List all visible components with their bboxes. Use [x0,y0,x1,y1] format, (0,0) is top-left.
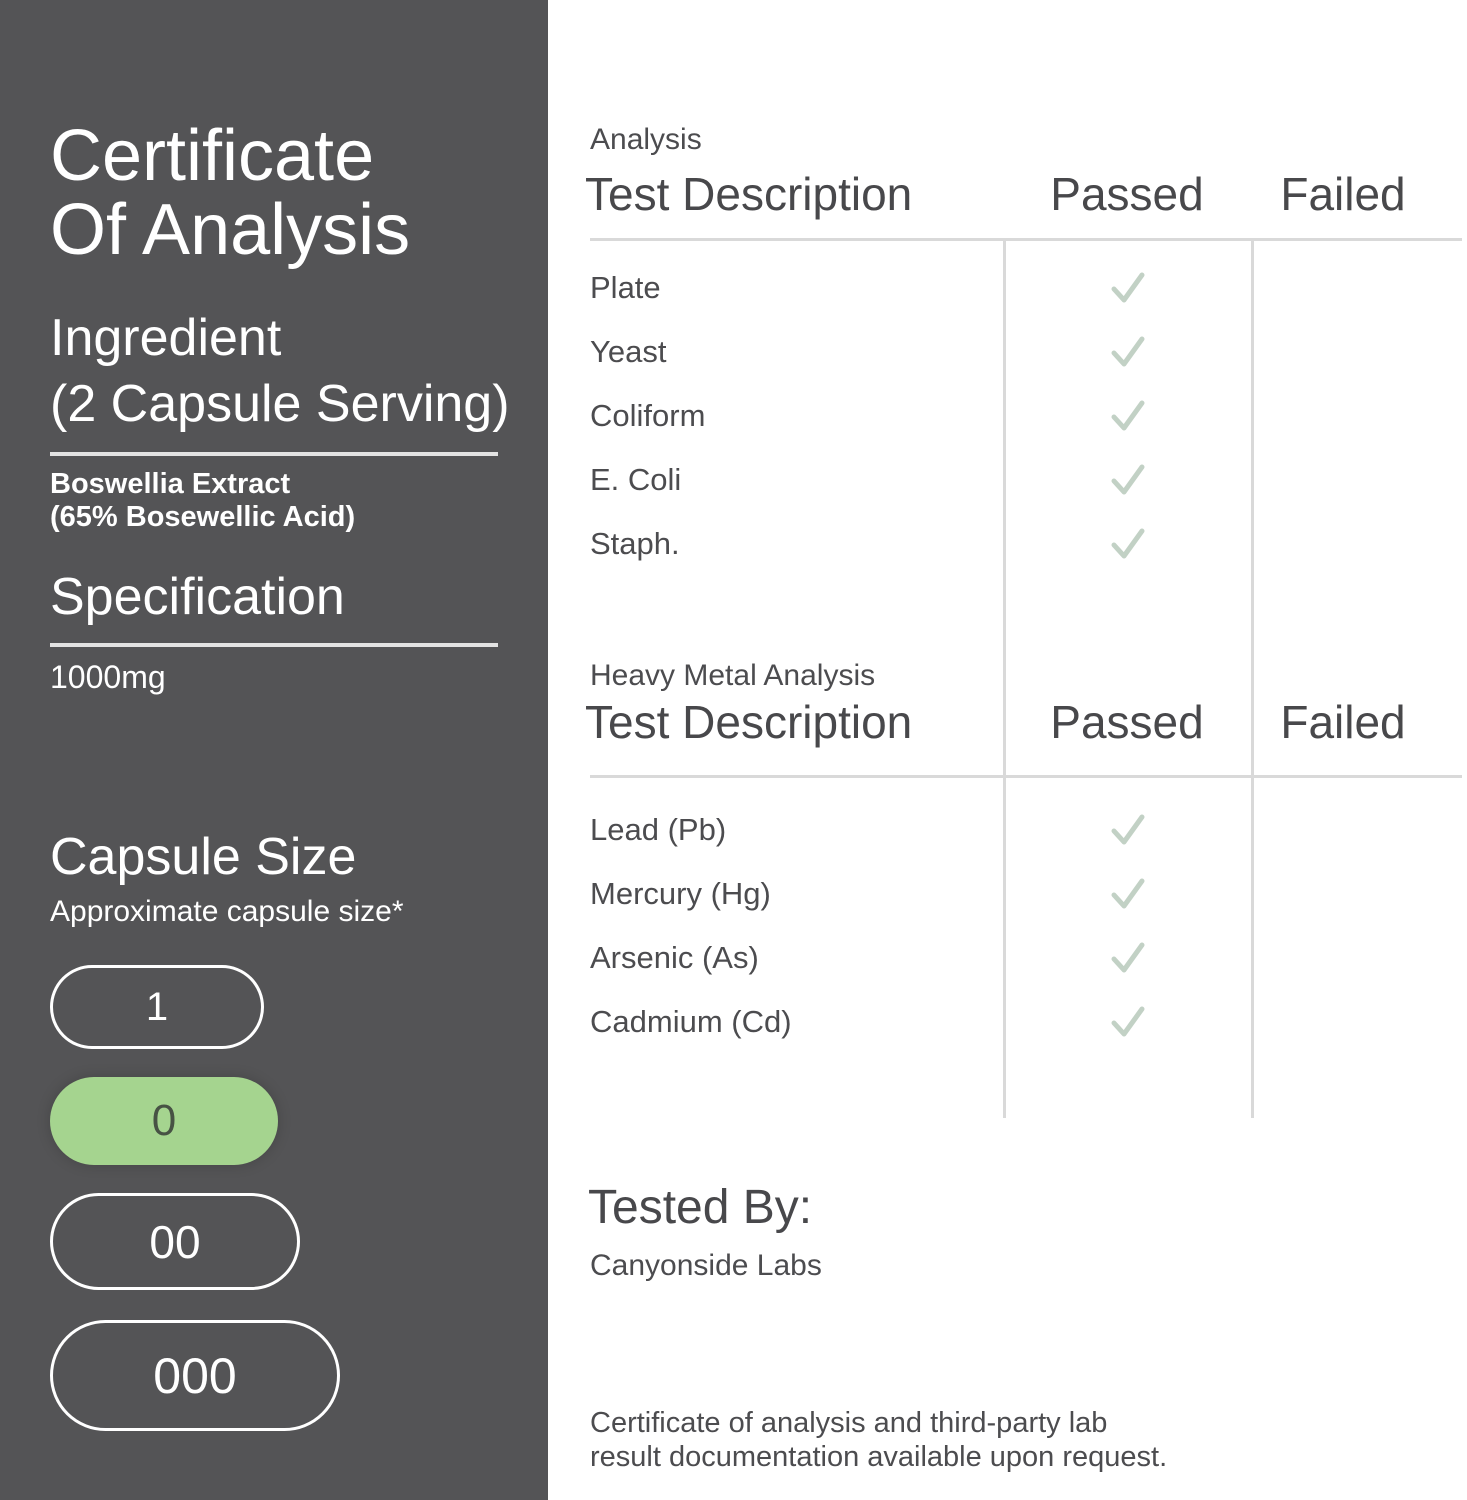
footer-note [590,1406,1167,1474]
column-header-failed: Failed [1280,696,1406,748]
specification-divider [50,643,498,647]
heavy-metal-section-label: Heavy Metal Analysis [590,659,876,692]
table-row: Arsenic (As) [590,940,759,975]
table-row: Cadmium (Cd) [590,1004,792,1039]
ingredient-divider [50,452,498,456]
tested-by-heading: Tested By: [588,1181,813,1234]
check-icon [1106,394,1150,438]
page-title-line2: Of Analysis [50,190,411,270]
ingredient-heading [50,305,510,437]
column-divider-passed-right [1251,241,1254,1118]
table-header-rule [590,775,1462,778]
column-header-test-description: Test Description [585,696,913,748]
column-header-test-description: Test Description [585,168,913,220]
table-row: Yeast [590,334,667,369]
column-header-failed: Failed [1280,168,1406,220]
tested-by-value: Canyonside Labs [590,1249,822,1282]
table-row: Lead (Pb) [590,812,727,847]
ingredient-heading-line2: (2 Capsule Serving) [50,375,510,433]
page-title-line1: Certificate [50,116,375,196]
column-divider-passed-left [1003,241,1006,1118]
table-row: Coliform [590,398,706,433]
capsule-size-option-000[interactable]: 000 [50,1320,340,1431]
footer-note-line2: result documentation available upon request. [590,1441,1168,1473]
table-row: Plate [590,270,661,305]
table-row: E. Coli [590,462,682,497]
check-icon [1106,458,1150,502]
check-icon [1106,936,1150,980]
footer-note-line1: Certificate of analysis and third-party lab [590,1407,1108,1439]
check-icon [1106,522,1150,566]
column-header-passed: Passed [1050,696,1204,748]
ingredient-value-line1: Boswellia Extract [50,468,291,500]
capsule-size-heading: Capsule Size [50,828,357,886]
capsule-size-option-00[interactable]: 00 [50,1193,300,1290]
check-icon [1106,1000,1150,1044]
capsule-size-option-1[interactable]: 1 [50,965,264,1049]
ingredient-value-line2: (65% Bosewellic Acid) [50,501,356,533]
sidebar-panel [0,0,548,1500]
capsule-size-option-0-selected[interactable]: 0 [50,1077,278,1165]
ingredient-value [50,468,355,534]
ingredient-heading-line1: Ingredient [50,309,282,367]
check-icon [1106,808,1150,852]
column-header-passed: Passed [1050,168,1204,220]
check-icon [1106,872,1150,916]
table-row: Staph. [590,526,680,561]
table-row: Mercury (Hg) [590,876,771,911]
specification-heading: Specification [50,568,345,626]
check-icon [1106,266,1150,310]
page-title [50,116,411,270]
analysis-section-label: Analysis [590,123,702,156]
capsule-size-note: Approximate capsule size* [50,895,404,928]
table-header-rule [590,238,1462,241]
check-icon [1106,330,1150,374]
specification-value: 1000mg [50,659,166,695]
